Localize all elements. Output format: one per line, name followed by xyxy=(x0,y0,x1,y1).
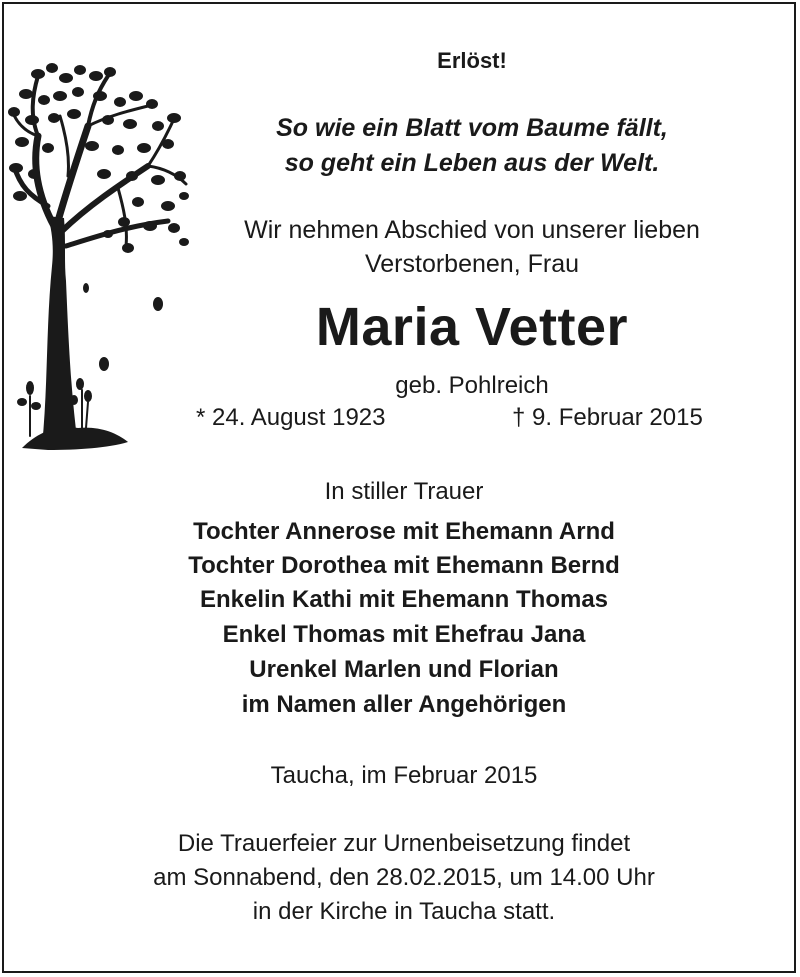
death-date: † 9. Februar 2015 xyxy=(512,404,703,431)
service-info-line-3: in der Kirche in Taucha statt. xyxy=(252,898,556,925)
mourner-line: Tochter Dorothea mit Ehemann Bernd xyxy=(188,552,620,579)
obituary-frame xyxy=(2,2,796,973)
intro-line-2: Verstorbenen, Frau xyxy=(364,250,579,278)
quote-line-2: so geht ein Leben aus der Welt. xyxy=(284,149,660,177)
service-info-line-1: Die Trauerfeier zur Urnenbeisetzung findet xyxy=(177,830,631,857)
mourner-line: Enkel Thomas mit Ehefrau Jana xyxy=(222,621,586,648)
maiden-name: geb. Pohlreich xyxy=(395,372,549,399)
mourner-line: Urenkel Marlen und Florian xyxy=(249,656,559,683)
mourner-line: Tochter Annerose mit Ehemann Arnd xyxy=(193,518,615,545)
header-text: Erlöst! xyxy=(437,48,507,73)
mourner-line: im Namen aller Angehörigen xyxy=(241,691,567,718)
quote-line-1: So wie ein Blatt vom Baume fällt, xyxy=(276,114,668,142)
intro-line-1: Wir nehmen Abschied von unserer lieben xyxy=(244,216,700,244)
birth-date: * 24. August 1923 xyxy=(196,404,386,431)
deceased-name: Maria Vetter xyxy=(315,297,629,357)
place-date: Taucha, im Februar 2015 xyxy=(270,762,538,789)
mourning-label: In stiller Trauer xyxy=(324,478,484,505)
mourner-line: Enkelin Kathi mit Ehemann Thomas xyxy=(199,586,609,613)
service-info-line-2: am Sonnabend, den 28.02.2015, um 14.00 Uhr xyxy=(153,864,655,891)
